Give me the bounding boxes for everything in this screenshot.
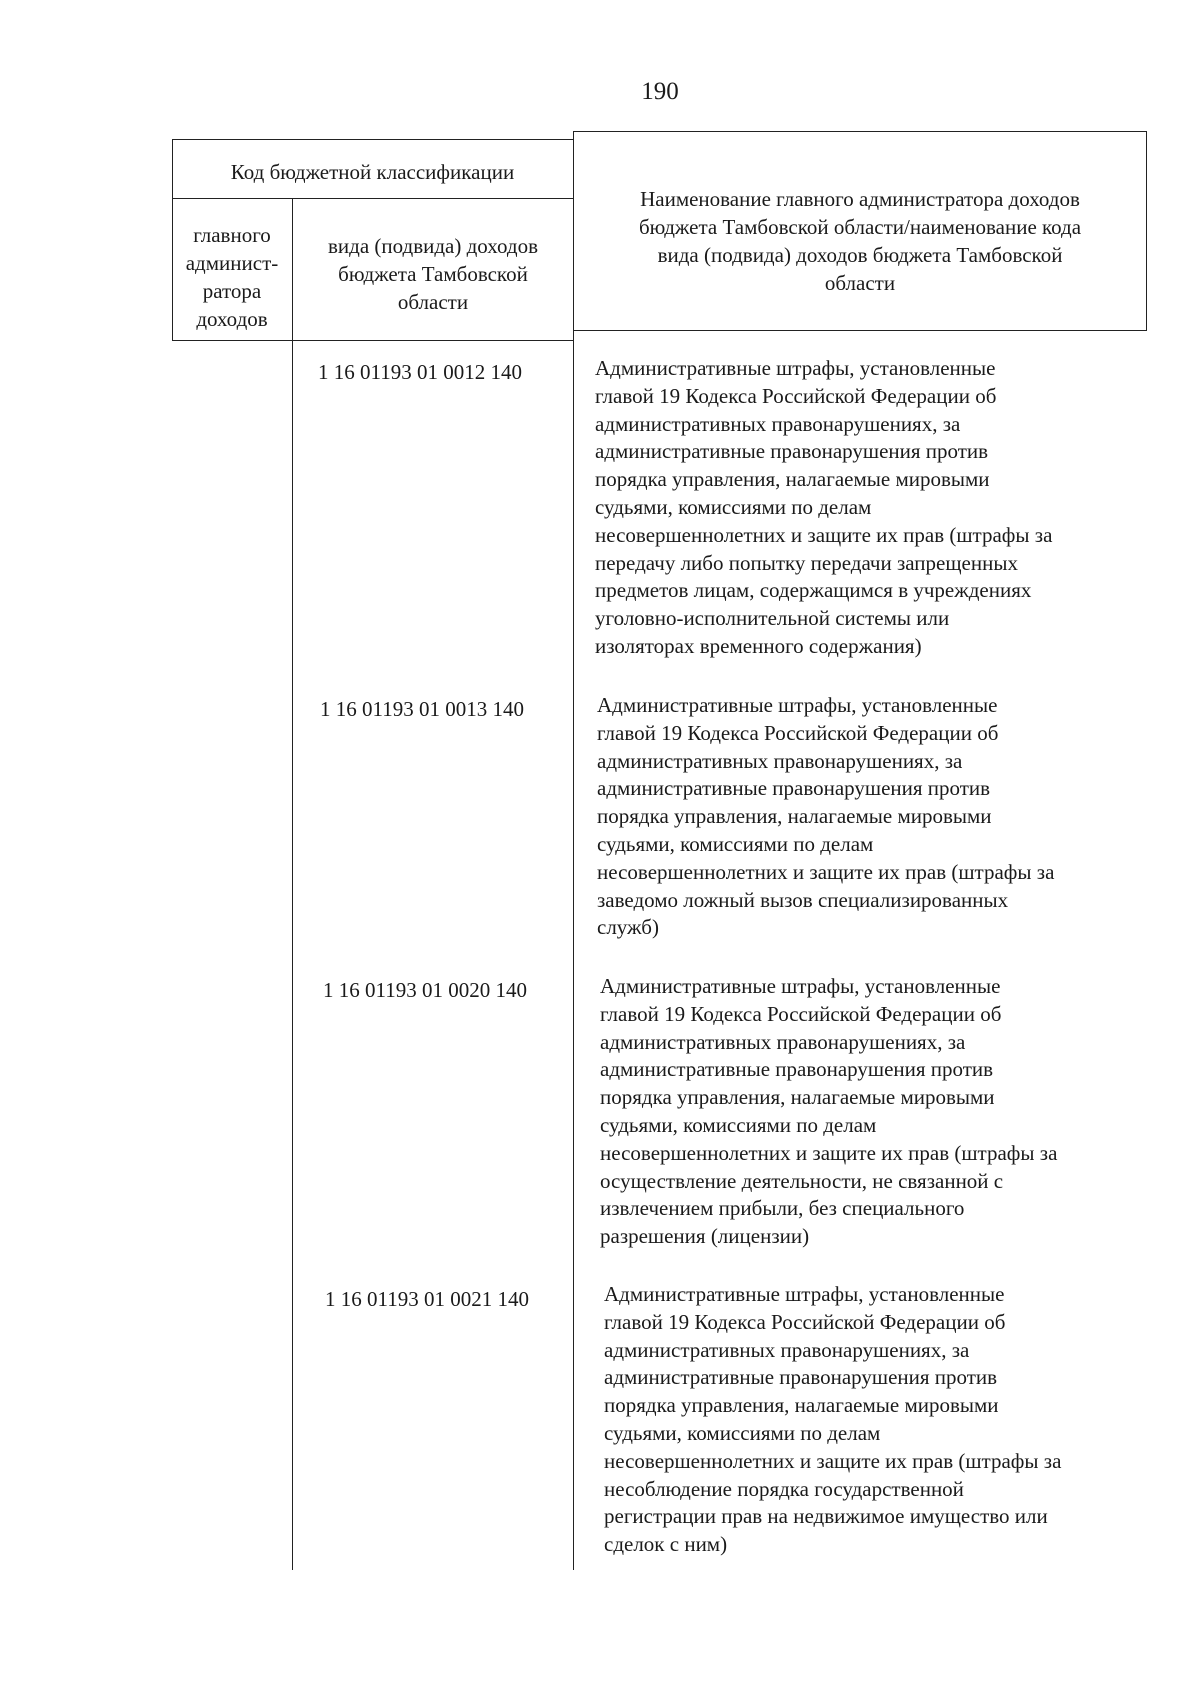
header-col3-line: бюджета Тамбовской области/наименование кода — [638, 215, 1082, 239]
table-top-border-right — [573, 131, 1147, 132]
header-col3-line: вида (подвида) доходов бюджета Тамбовской — [657, 243, 1063, 267]
table-top-border-left — [172, 139, 574, 140]
income-code: 1 16 01193 01 0012 140 — [318, 360, 522, 384]
column-divider-1 — [292, 198, 293, 1570]
table-right-border — [1146, 131, 1147, 331]
header-bottom-right — [573, 330, 1147, 331]
income-description: Административные штрафы, установленные главой 19 Кодекса Российской Федерации об административных правонарушениях, за административные правонарушения против порядка управления, налагаемые мировыми судьями, комиссиями по делам несовершеннолетних и защите их прав (штрафы за заведомо ложный вызов специализированных служб) — [597, 693, 1055, 940]
header-group-title: Код бюджетной классификации — [230, 160, 515, 184]
header-col3-line: области — [824, 271, 896, 295]
page-number: 190 — [641, 78, 679, 105]
column-divider-2 — [573, 131, 574, 1570]
header-col1-line: главного — [193, 223, 271, 247]
header-bottom-left — [172, 340, 574, 341]
header-col-administrator — [172, 221, 292, 333]
income-description: Административные штрафы, установленные главой 19 Кодекса Российской Федерации об административных правонарушениях, за административные правонарушения против порядка управления, налагаемые мировыми судьями, комиссиями по делам несовершеннолетних и защите их прав (штрафы за несоблюдение порядка государственной регистрации прав на недвижимое имущество или сделок с ним) — [604, 1282, 1062, 1557]
header-col2-line: вида (подвида) доходов — [328, 234, 538, 258]
income-code: 1 16 01193 01 0021 140 — [325, 1287, 529, 1311]
income-description: Административные штрафы, установленные главой 19 Кодекса Российской Федерации об административных правонарушениях, за административные правонарушения против порядка управления, налагаемые мировыми судьями, комиссиями по делам несовершеннолетних и защите их прав (штрафы за передачу либо попытку передачи запрещенных предметов лицам, содержащимся в учреждениях уголовно-исполнительной системы или изоляторах временного содержания) — [595, 356, 1053, 658]
header-col1-line: доходов — [196, 307, 268, 331]
header-col1-line: админист- — [185, 251, 279, 275]
header-col-income-type — [293, 232, 573, 316]
header-col2-line: области — [397, 290, 469, 314]
header-split-line — [172, 198, 574, 199]
income-code: 1 16 01193 01 0013 140 — [320, 697, 524, 721]
header-col1-line: ратора — [202, 279, 262, 303]
income-description: Административные штрафы, установленные главой 19 Кодекса Российской Федерации об административных правонарушениях, за административные правонарушения против порядка управления, налагаемые мировыми судьями, комиссиями по делам несовершеннолетних и защите их прав (штрафы за осуществление деятельности, не связанной с извлечением прибыли, без специального разрешения (лицензии) — [600, 974, 1058, 1249]
header-col-name — [574, 185, 1146, 297]
header-col3-line: Наименование главного администратора доходов — [640, 187, 1080, 211]
income-code: 1 16 01193 01 0020 140 — [323, 978, 527, 1002]
header-col2-line: бюджета Тамбовской — [338, 262, 528, 286]
